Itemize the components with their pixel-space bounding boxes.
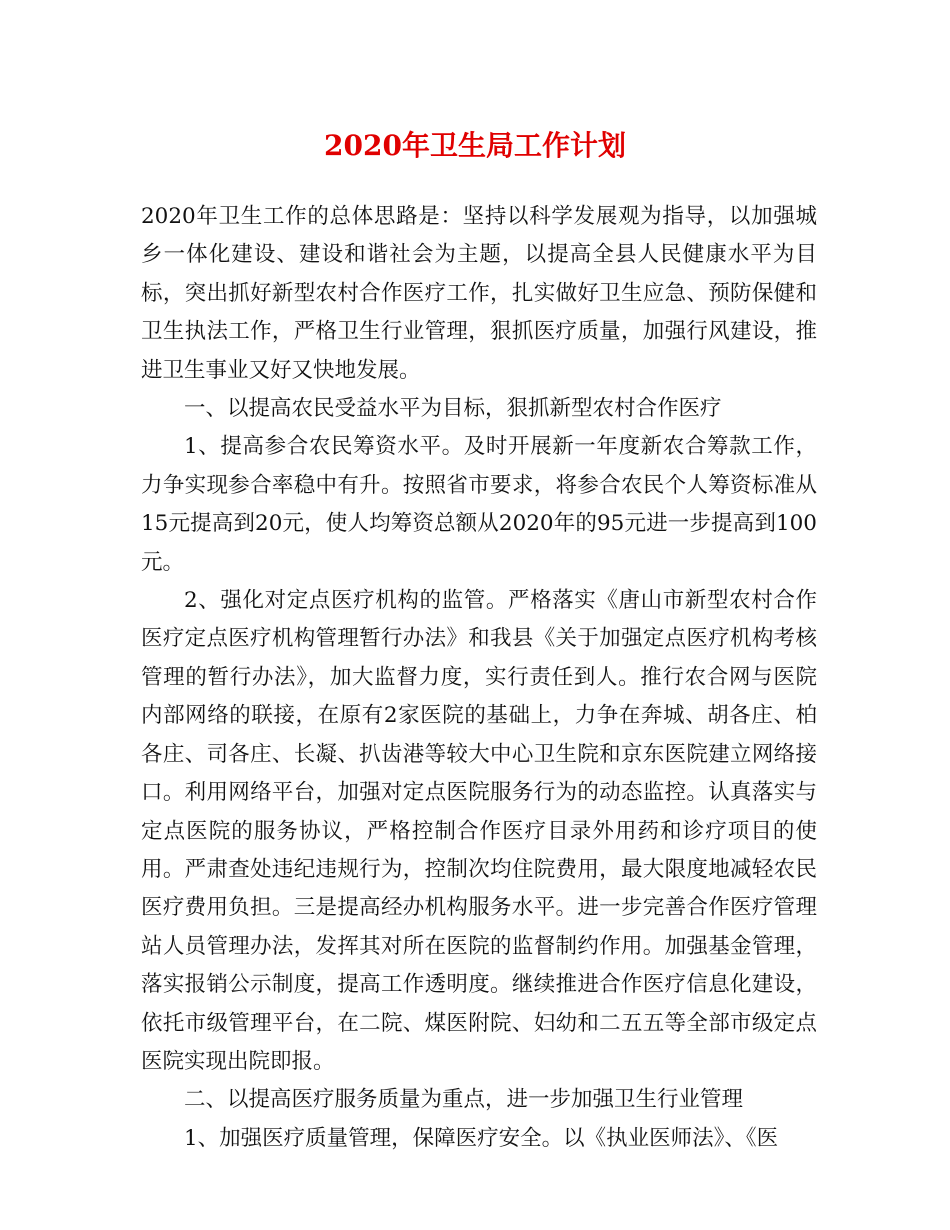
paragraph-intro: 2020年卫生工作的总体思路是：坚持以科学发展观为指导，以加强城乡一体化建设、建设和谐社会为主题，以提高全县人民健康水平为目标，突出抓好新型农村合作医疗工作，扎实做好卫生应急、预防保健和卫生执法工作，严格卫生行业管理，狠抓医疗质量，加强行风建设，推进卫生事业又好又快地发展。: [141, 204, 817, 383]
paragraph-1-2: 2、强化对定点医疗机构的监管。严格落实《唐山市新型农村合作医疗定点医疗机构管理暂行办法》和我县《关于加强定点医疗机构考核管理的暂行办法》，加大监督力度，实行责任到人。推行农合网与医院内部网络的联接，在原有2家医院的基础上，力争在奔城、胡各庄、柏各庄、司各庄、长凝、扒齿港等较大中心卫生院和京东医院建立网络接口。利用网络平台，加强对定点医院服务行为的动态监控。认真落实与定点医院的服务协议，严格控制合作医疗目录外用药和诊疗项目的使用。严肃查处违纪违规行为，控制次均住院费用，最大限度地减轻农民医疗费用负担。三是提高经办机构服务水平。进一步完善合作医疗管理站人员管理办法，发挥其对所在医院的监督制约作用。加强基金管理，落实报销公示制度，提高工作透明度。继续推进合作医疗信息化建设，依托市级管理平台，在二院、煤医附院、妇幼和二五五等全部市级定点医院实现出院即报。: [141, 588, 817, 1074]
section-heading-1: 一、以提高农民受益水平为目标，狠抓新型农村合作医疗: [184, 396, 722, 422]
document-title: 2020年卫生局工作计划: [324, 129, 626, 162]
section-heading-2: 二、以提高医疗服务质量为重点，进一步加强卫生行业管理: [184, 1087, 744, 1113]
paragraph-2-1: 1、加强医疗质量管理，保障医疗安全。以《执业医师法》、《医: [184, 1125, 779, 1151]
paragraph-1-1: 1、提高参合农民筹资水平。及时开展新一年度新农合筹款工作，力争实现参合率稳中有升。按照省市要求，将参合农民个人筹资标准从15元提高到20元，使人均筹资总额从2020年的95元进一步提高到100元。: [141, 434, 817, 575]
document-body: [141, 198, 817, 1158]
